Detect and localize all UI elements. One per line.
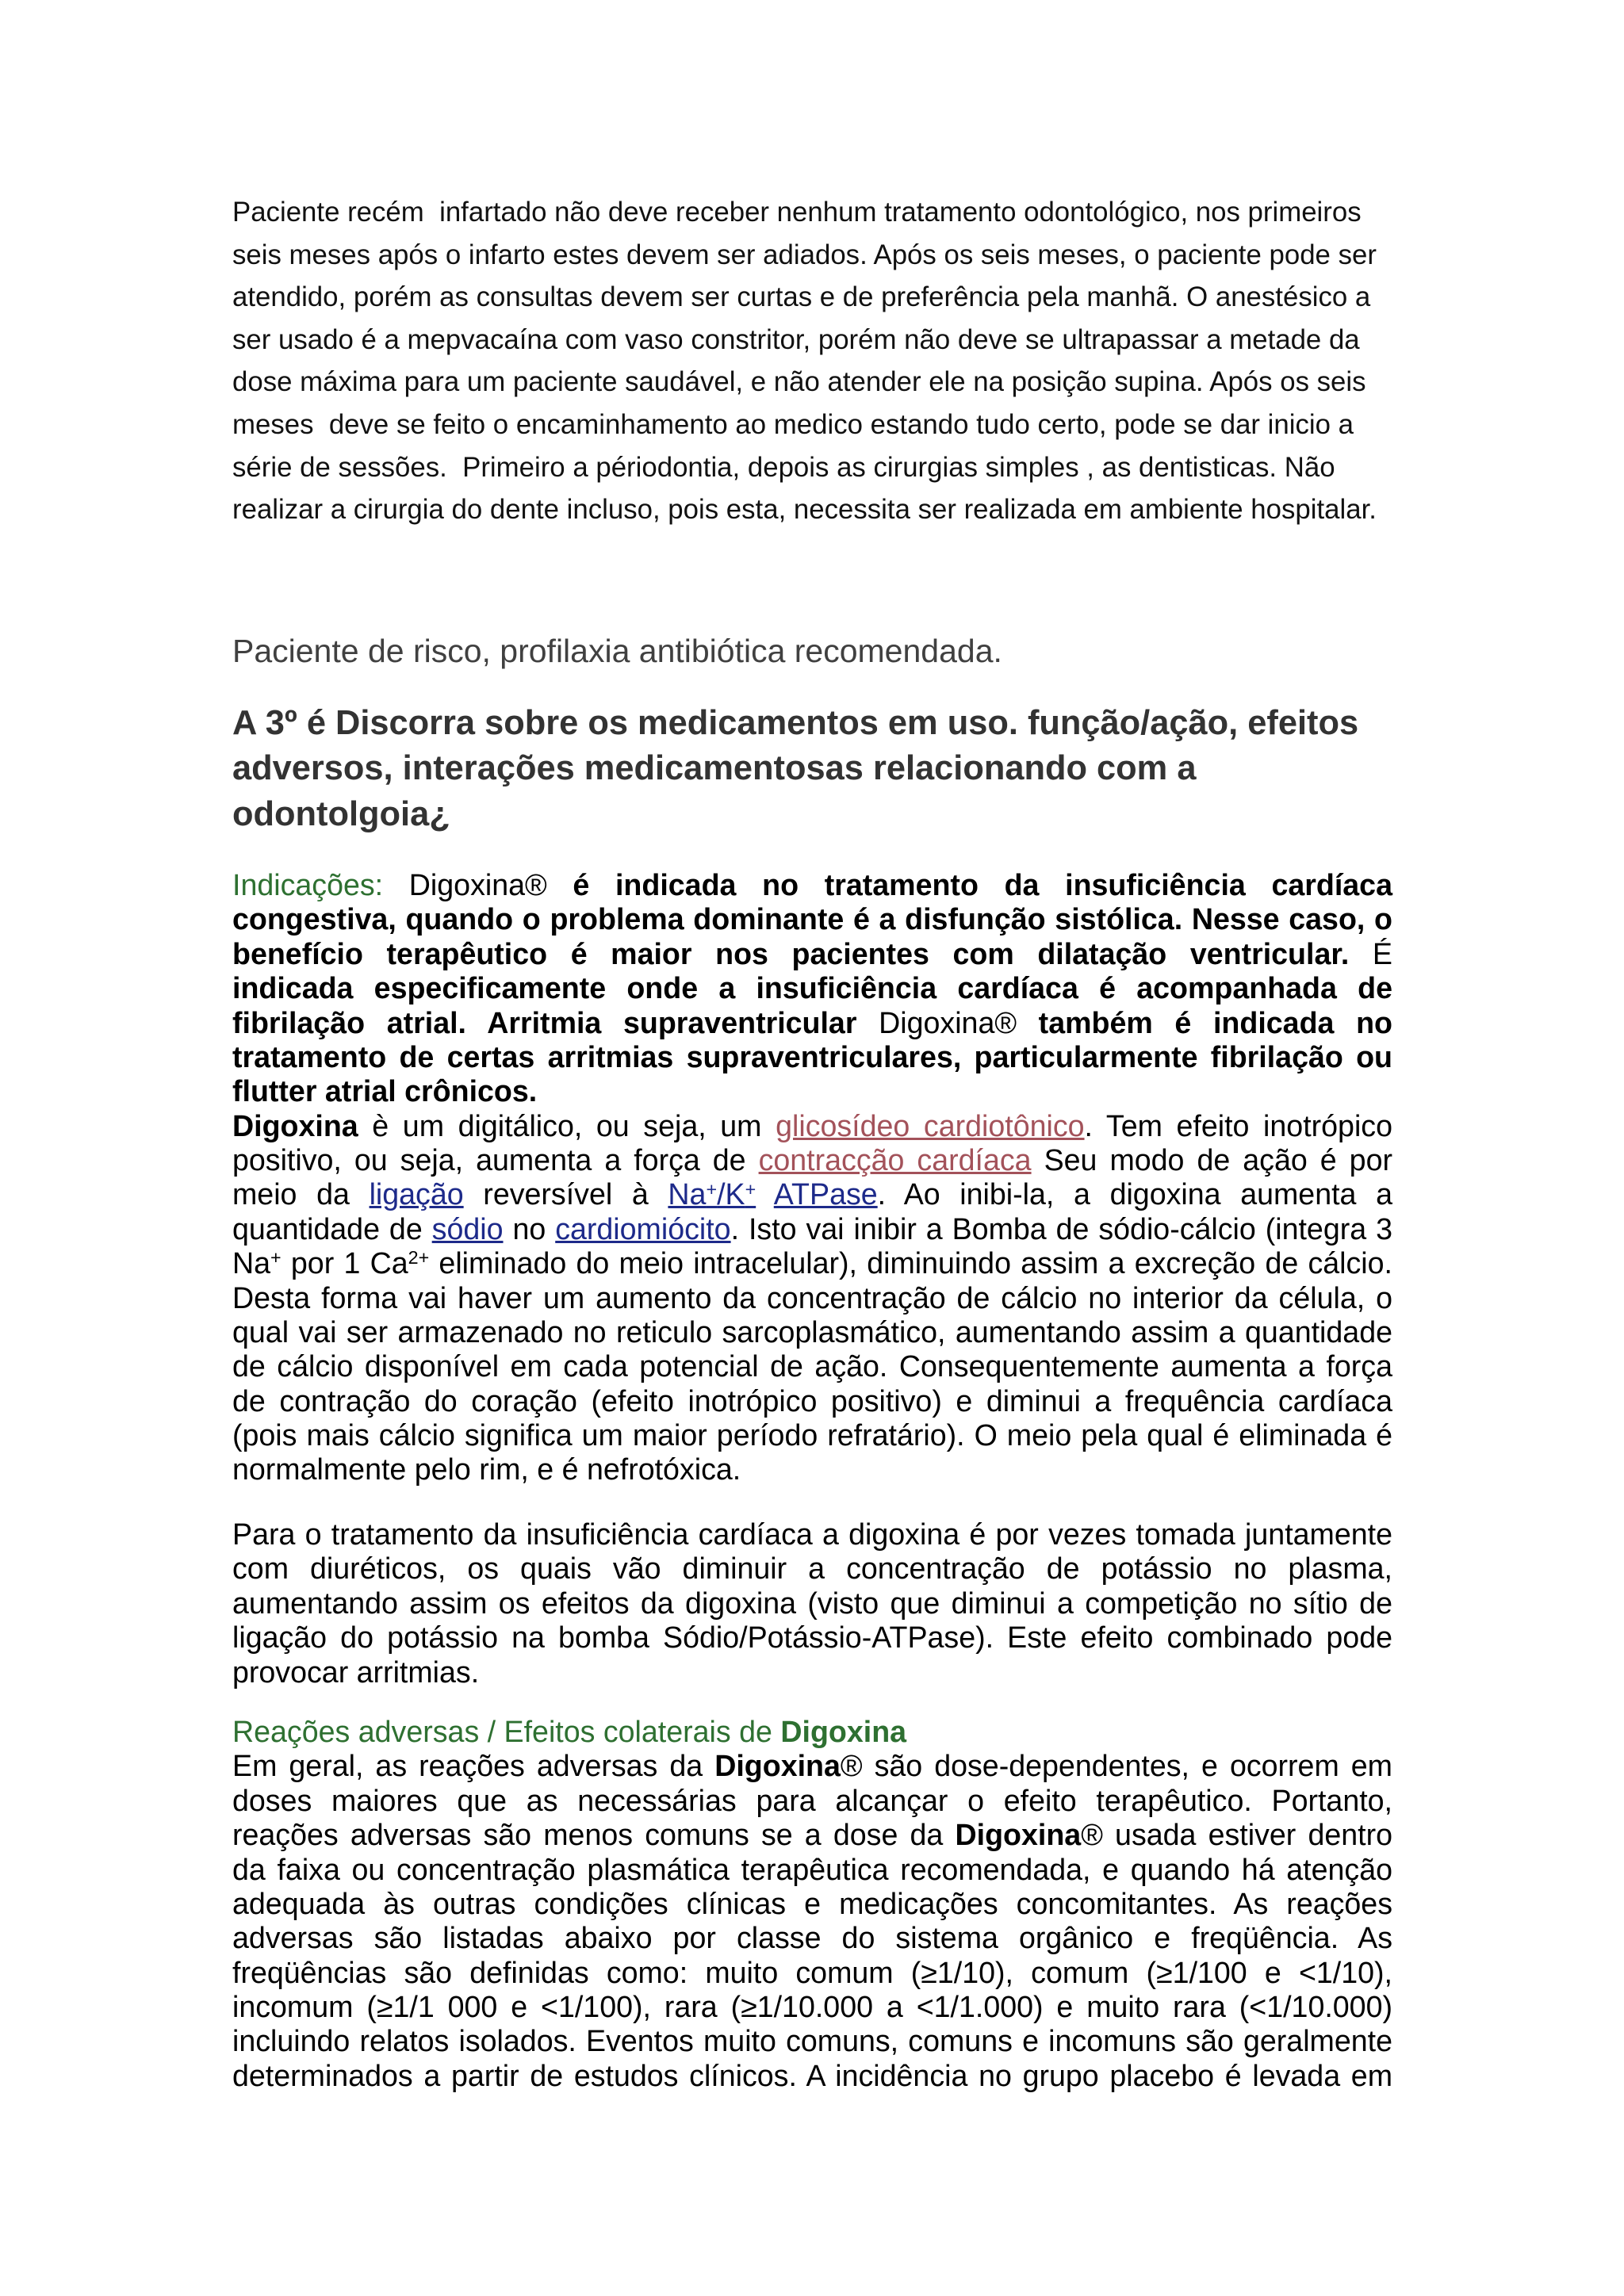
text-line: ligação do potássio na bomba Sódio/Potássio-ATPase). Este efeito combinado pode <box>232 1621 1392 1655</box>
text-segment: no <box>503 1211 556 1246</box>
superscript: 2+ <box>408 1247 430 1269</box>
text-segment: /K <box>717 1177 745 1211</box>
text-line: dose máxima para um paciente saudável, e não atender ele na posição supina. Após os seis <box>232 366 1366 398</box>
text-segment: . Ao inibi-la, a digoxina aumenta a <box>877 1177 1392 1211</box>
text-line: realizar a cirurgia do dente incluso, pois esta, necessita ser realizada em ambiente hospitalar. <box>232 494 1377 526</box>
text-segment: incomum (≥1/1 000 e <1/100), rara (≥1/10.000 a <1/1.000) e muito rara (<1/10.000) <box>232 1990 1392 2023</box>
text-line <box>232 1384 1392 1418</box>
bold-text: é indicada no tratamento da insuficiência cardíaca <box>546 868 1392 901</box>
text-line <box>232 1281 1392 1315</box>
intro-paragraph <box>232 191 1392 531</box>
text-line <box>232 1990 1392 2024</box>
superscript: + <box>270 1247 282 1269</box>
text-line <box>232 1177 1392 1211</box>
text-line: ser usado é a mepvacaína com vaso constritor, porém não deve se ultrapassar a metade da <box>232 323 1360 355</box>
drug-name: Digoxina <box>714 1749 841 1783</box>
bold-text: tratamento de certas arritmias supraventriculares, particularmente fibrilação ou <box>232 1039 1392 1073</box>
bold-text: flutter atrial crônicos. <box>232 1074 538 1108</box>
indications-section <box>232 868 1392 1487</box>
text-segment: (pois mais cálcio significa um maior período refratário). O meio pela qual é eliminada é <box>232 1418 1392 1452</box>
text-segment: reações adversas são menos comuns se a dose da <box>232 1818 956 1852</box>
text-line <box>232 1921 1392 1955</box>
brand-name: Digoxina® <box>856 1005 1017 1039</box>
text-segment: Seu modo de ação é por <box>1031 1143 1392 1177</box>
drug-name: Digoxina <box>232 1108 358 1142</box>
text-line: Paciente recém infartado não deve receber nenhum tratamento odontológico, nos primeiros <box>232 197 1362 228</box>
text-line: com diuréticos, os quais vão diminuir a concentração de potássio no plasma, <box>232 1552 1392 1586</box>
text-segment: . Tem efeito inotrópico <box>1084 1108 1392 1142</box>
text-line: aumentando assim os efeitos da digoxina (visto que diminui a competição no sítio de <box>232 1586 1392 1620</box>
text-line: provocar arritmias. <box>232 1655 480 1689</box>
heading-line: odontolgoia¿ <box>232 794 450 833</box>
section-label-indicacoes: Indicações: <box>232 868 384 901</box>
text-segment: da faixa ou concentração plasmática terapêutica recomendada, e quando há atenção <box>232 1852 1392 1886</box>
link-na-k[interactable] <box>668 1177 756 1211</box>
link-glicosideo-cardiotonico[interactable]: glicosídeo cardiotônico <box>776 1108 1085 1142</box>
text-segment: adequada às outras condições clínicas e medicações concomitantes. As reações <box>232 1886 1392 1920</box>
bold-text: também é indicada no <box>1017 1005 1392 1039</box>
text-line <box>232 868 1392 902</box>
text-segment: por 1 Ca <box>281 1246 408 1280</box>
text-segment: meio da <box>232 1177 370 1211</box>
text-line: série de sessões. Primeiro a périodontia, depois as cirurgias simples , as dentisticas. Não <box>232 451 1335 483</box>
link-cardiomiocito[interactable]: cardiomiócito <box>555 1211 731 1246</box>
text-segment: positivo, ou seja, aumenta a força de <box>232 1143 759 1177</box>
text-line <box>232 1074 1392 1108</box>
text-segment: ® usada estiver dentro <box>1081 1818 1392 1852</box>
text-line <box>232 1418 1392 1452</box>
section-heading-adverse <box>232 1715 1392 1749</box>
bold-text: indicada especificamente onde a insuficiência cardíaca é acompanhada de <box>232 971 1392 1005</box>
text-segment: è um digitálico, ou seja, um <box>358 1108 776 1142</box>
link-contraccao-cardiaca[interactable]: contracção cardíaca <box>758 1143 1032 1177</box>
text-segment <box>756 1177 774 1211</box>
text-line <box>232 971 1392 1005</box>
heading-line: A 3º é Discorra sobre os medicamentos em uso. função/ação, efeitos <box>232 704 1359 742</box>
text-segment: quantidade de <box>232 1211 432 1246</box>
text-line <box>232 2024 1392 2058</box>
text-line <box>232 1784 1392 1818</box>
text-line <box>232 1853 1392 1887</box>
section-heading-text: Reações adversas / Efeitos colaterais de <box>232 1715 781 1748</box>
superscript: + <box>745 1178 756 1200</box>
brand-name: Digoxina® <box>383 868 547 901</box>
text-line: atendido, porém as consultas devem ser curtas e de preferência pela manhã. O anestésico a <box>232 281 1371 313</box>
text-segment: . Isto vai inibir a Bomba de sódio-cálcio (integra 3 <box>730 1211 1392 1246</box>
risk-note: Paciente de risco, profilaxia antibiótica recomendada. <box>232 633 1002 669</box>
heading-line: adversos, interações medicamentosas relacionando com a <box>232 749 1197 788</box>
bold-text: fibrilação atrial. Arritmia supraventricular <box>232 1005 857 1039</box>
text-segment: adversas são listadas abaixo por classe do sistema orgânico e freqüência. As <box>232 1921 1392 1955</box>
text-segment: normalmente pelo rim, e é nefrotóxica. <box>232 1452 741 1487</box>
text-line <box>232 937 1392 971</box>
text-segment: Em geral, as reações adversas da <box>232 1749 715 1783</box>
text-segment: incluindo relatos isolados. Eventos muito comuns, comuns e incomuns são geralmente <box>232 2024 1392 2058</box>
text-line <box>232 1956 1392 1990</box>
text-segment: ® são dose-dependentes, e ocorrem em <box>840 1749 1392 1783</box>
drug-name: Digoxina <box>955 1818 1082 1852</box>
text-line <box>232 1818 1392 1852</box>
text-segment: Desta forma vai haver um aumento da concentração de cálcio no interior da célula, o <box>232 1280 1392 1314</box>
superscript: + <box>706 1178 718 1200</box>
text-segment: determinados a partir de estudos clínicos. A incidência no grupo placebo é levada em <box>232 2058 1392 2092</box>
text-line <box>232 1212 1392 1246</box>
link-sodio[interactable]: sódio <box>431 1211 504 1246</box>
text-line <box>232 902 1392 936</box>
text-line <box>232 1349 1392 1383</box>
text-segment: doses maiores que as necessárias para alcançar o efeito terapêutico. Portanto, <box>232 1783 1392 1817</box>
section-heading-drug: Digoxina <box>780 1715 907 1748</box>
text-line <box>232 1109 1392 1143</box>
text-segment: Na <box>668 1177 707 1211</box>
bold-text: congestiva, quando o problema dominante é a disfunção sistólica. Nesse caso, o <box>232 902 1392 936</box>
link-ligacao[interactable]: ligação <box>369 1177 464 1211</box>
question-heading <box>232 701 1392 837</box>
text-segment: de contração do coração (efeito inotrópico positivo) e diminui a frequência cardíaca <box>232 1383 1392 1418</box>
text-line: meses deve se feito o encaminhamento ao medico estando tudo certo, pode se dar inicio a <box>232 408 1354 440</box>
text-segment: Na <box>232 1246 271 1280</box>
text-line: seis meses após o infarto estes devem ser adiados. Após os seis meses, o paciente pode ser <box>232 239 1377 270</box>
text-line <box>232 1006 1392 1040</box>
text-segment: eliminado do meio intracelular), diminuindo assim a excreção de cálcio. <box>429 1246 1392 1280</box>
text-line <box>232 1749 1392 1783</box>
text-line <box>232 1040 1392 1074</box>
text-line <box>232 2059 1392 2093</box>
combination-paragraph <box>232 1517 1392 1689</box>
text-segment: reversível à <box>463 1177 668 1211</box>
text-line <box>232 1246 1392 1280</box>
text-line <box>232 1143 1392 1177</box>
text-line <box>232 1315 1392 1349</box>
text-segment: de cálcio disponível em cada potencial de ação. Consequentemente aumenta a força <box>232 1349 1392 1383</box>
adverse-reactions-section <box>232 1715 1392 2093</box>
text-segment: qual vai ser armazenado no reticulo sarcoplasmático, aumentando assim a quantidade <box>232 1314 1392 1349</box>
text-line <box>232 1887 1392 1921</box>
text-segment: freqüências são definidas como: muito comum (≥1/10), comum (≥1/100 e <1/10), <box>232 1955 1392 1989</box>
bold-text: benefício terapêutico é maior nos pacientes com dilatação ventricular. <box>232 936 1350 970</box>
text-line: Para o tratamento da insuficiência cardíaca a digoxina é por vezes tomada juntamente <box>232 1517 1392 1551</box>
text-segment: É <box>1349 936 1392 970</box>
link-atpase[interactable]: ATPase <box>773 1177 878 1211</box>
text-line <box>232 1452 1392 1487</box>
